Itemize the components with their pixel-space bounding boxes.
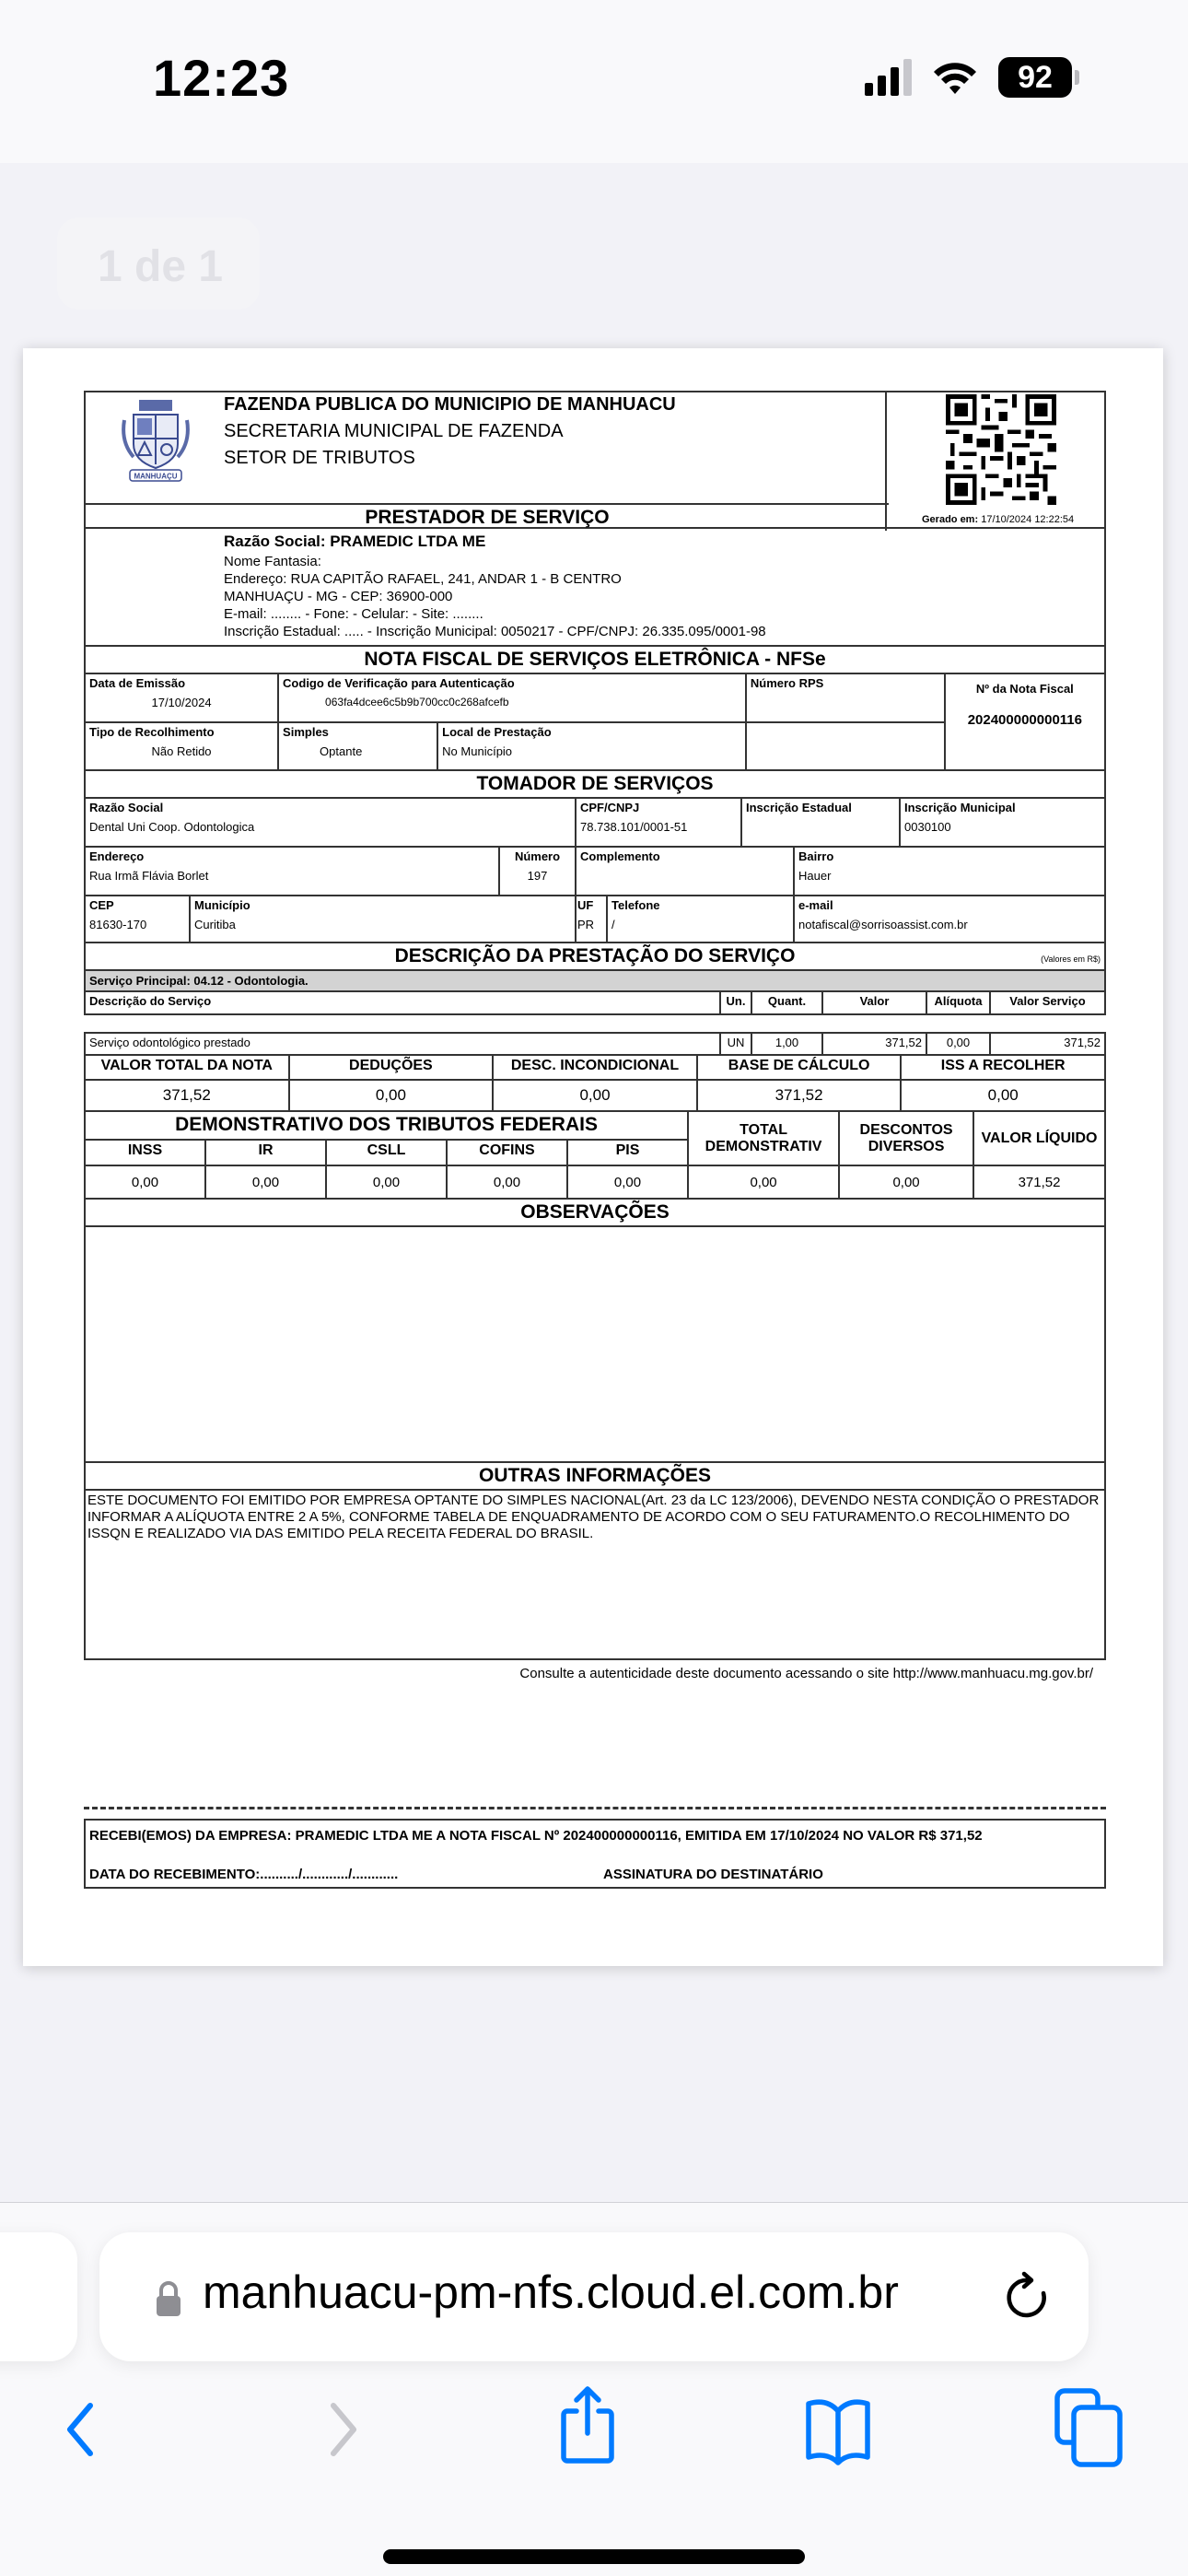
tipo-recolhimento: Não Retido <box>151 744 212 758</box>
consulte-autenticidade: Consulte a autenticidade deste documento acessando o site http://www.manhuacu.mg.gov.br/ <box>519 1666 1093 1681</box>
tomador-cep: 81630-170 <box>89 918 147 931</box>
valor-total-nota: 371,52 <box>85 1080 289 1111</box>
outras-informacoes-body: ESTE DOCUMENTO FOI EMITIDO POR EMPRESA OPTANTE DO SIMPLES NACIONAL(Art. 23 da LC 123/2006), DEVENDO NESTA CONDIÇÃO O PRESTADOR INFORMAR A ALÍQUOTA ENTRE 2 A 5%, CONFORME TABELA DE ENQUADRAMENTO DE ACORDO COM O SEU FATURAMENTO.O RECOLHIMENTO DO ISSQN E REALIZADO VIA DAS EMITIDO PELA RECEITA FEDERAL DO BRASIL. <box>84 1491 1106 1660</box>
battery-icon <box>998 57 1079 98</box>
issuer-org <box>224 394 676 469</box>
tomador-uf: PR <box>577 918 595 931</box>
servico-principal: Serviço Principal: 04.12 - Odontologia. <box>84 971 1106 992</box>
deducoes: 0,00 <box>289 1080 494 1111</box>
recibo-box <box>84 1819 1106 1889</box>
org-line-1: FAZENDA PUBLICA DO MUNICIPIO DE MANHUACU <box>224 394 676 415</box>
observacoes-body <box>84 1227 1106 1463</box>
base-calculo: 371,52 <box>697 1080 902 1111</box>
status-time: 12:23 <box>153 49 290 107</box>
svg-text:MANHUAÇU: MANHUAÇU <box>134 472 178 481</box>
qr-area <box>885 392 1104 531</box>
page-indicator-text: 1 de 1 <box>98 242 224 291</box>
pis: 0,00 <box>567 1165 688 1199</box>
servico-section-title: DESCRIÇÃO DA PRESTAÇÃO DO SERVIÇO (Valores em R$) <box>84 943 1106 971</box>
status-icons <box>865 57 1079 98</box>
pdf-page <box>23 348 1163 1966</box>
tomador-numero: 197 <box>527 869 548 883</box>
simples: Optante <box>320 744 363 758</box>
tomador-table-2: Endereço Rua Irmã Flávia Borlet Número 197 Complemento Bairro Hauer <box>84 848 1106 896</box>
local-prestacao: No Município <box>442 744 513 758</box>
total-demonstrativo: 0,00 <box>688 1165 839 1199</box>
valores-note: (Valores em R$) <box>1041 954 1101 964</box>
bookmarks-icon[interactable] <box>801 2393 875 2466</box>
prestador-section <box>84 529 1106 647</box>
tributos-table: DEMONSTRATIVO DOS TRIBUTOS FEDERAIS TOTAL DEMONSTRATIV DESCONTOS DIVERSOS VALOR LÍQUIDO INSS IR CSLL COFINS PIS 0,00 0,00 0,00 0,00 0,00 0,00 0,00 371,52 <box>84 1112 1106 1200</box>
nfse-document <box>84 391 1106 1889</box>
status-bar <box>0 0 1188 163</box>
url-text[interactable]: manhuacu-pm-nfs.cloud.el.com.br <box>203 2266 899 2318</box>
tomador-razao-social: Dental Uni Coop. Odontologica <box>89 820 255 834</box>
tomador-im: 0030100 <box>904 820 951 834</box>
generated-timestamp: Gerado em: 17/10/2024 12:22:54 <box>922 514 1075 525</box>
prestador-inscricoes: Inscrição Estadual: ..... - Inscrição Municipal: 0050217 - CPF/CNPJ: 26.335.095/0001-98 <box>224 624 766 639</box>
tomador-cnpj: 78.738.101/0001-51 <box>580 820 688 834</box>
tomador-table-1: Razão Social Dental Uni Coop. Odontologica CPF/CNPJ 78.738.101/0001-51 Inscrição Estadual Inscrição Municipal 0030100 <box>84 799 1106 848</box>
document-header <box>84 391 1106 529</box>
totais-table: VALOR TOTAL DA NOTA DEDUÇÕES DESC. INCONDICIONAL BASE DE CÁLCULO ISS A RECOLHER 371,52 0,00 0,00 371,52 0,00 <box>84 1056 1106 1112</box>
tomador-endereco: Rua Irmã Flávia Borlet <box>89 869 209 883</box>
nota-info-table: Data de Emissão 17/10/2024 Codigo de Verificação para Autenticação 063fa4dcee6c5b9b700cc0c268afcefb Número RPS Nº da Nota Fiscal 202400000000116 Tipo de Recolhimento Não Retido Simples Optante Local de Prestação No Município <box>84 674 1106 771</box>
recibo-data: DATA DO RECEBIMENTO:........../............/............ <box>89 1867 399 1882</box>
codigo-verificacao[interactable]: 063fa4dcee6c5b9b700cc0c268afcefb <box>325 696 509 708</box>
lock-icon <box>155 2280 182 2317</box>
tomador-municipio: Curitiba <box>194 918 236 931</box>
csll: 0,00 <box>326 1165 447 1199</box>
browser-bottom-bar <box>0 2202 1188 2576</box>
prestador-contato: E-mail: ........ - Fone: - Celular: - Site: ........ <box>224 606 483 622</box>
share-icon[interactable] <box>551 2383 624 2466</box>
observacoes-title: OBSERVAÇÕES <box>84 1200 1106 1227</box>
recibo-text: RECEBI(EMOS) DA EMPRESA: PRAMEDIC LTDA ME A NOTA FISCAL Nº 202400000000116, EMITIDA EM 17/10/2024 NO VALOR R$ 371,52 <box>89 1828 983 1844</box>
data-emissao: 17/10/2024 <box>151 696 212 709</box>
ir: 0,00 <box>205 1165 326 1199</box>
tomador-bairro: Hauer <box>798 869 832 883</box>
tomador-table-3: CEP 81630-170 Município Curitiba UF PR Telefone / e-mail notafiscal@sorrisoassist.com.br <box>84 896 1106 943</box>
servico-header-table: Descrição do Serviço Un. Quant. Valor Alíquota Valor Serviço <box>84 992 1106 1015</box>
tributos-title: DEMONSTRATIVO DOS TRIBUTOS FEDERAIS <box>85 1112 688 1140</box>
nfse-title: NOTA FISCAL DE SERVIÇOS ELETRÔNICA - NFSe <box>84 647 1106 674</box>
desc-incondicional: 0,00 <box>493 1080 697 1111</box>
tomador-telefone: / <box>611 918 615 931</box>
table-row: Serviço odontológico prestado UN 1,00 371,52 0,00 371,52 <box>85 1033 1105 1055</box>
prestador-section-title: PRESTADOR DE SERVIÇO <box>86 503 889 531</box>
inss: 0,00 <box>85 1165 205 1199</box>
prestador-cidade: MANHUAÇU - MG - CEP: 36900-000 <box>224 589 453 604</box>
cofins: 0,00 <box>447 1165 567 1199</box>
tomador-section-title: TOMADOR DE SERVIÇOS <box>84 771 1106 799</box>
prestador-endereco: Endereço: RUA CAPITÃO RAFAEL, 241, ANDAR 1 - B CENTRO <box>224 571 622 587</box>
previous-tab-preview[interactable] <box>0 2232 77 2361</box>
outras-informacoes-title: OUTRAS INFORMAÇÕES <box>84 1463 1106 1491</box>
qr-code-icon[interactable] <box>946 394 1056 505</box>
valor-liquido: 371,52 <box>973 1165 1105 1199</box>
org-line-2: SECRETARIA MUNICIPAL DE FAZENDA <box>224 421 564 441</box>
recibo-assinatura: ASSINATURA DO DESTINATÁRIO <box>603 1867 823 1882</box>
back-icon[interactable] <box>48 2393 122 2466</box>
reload-icon[interactable] <box>1000 2271 1054 2324</box>
battery-level: 92 <box>998 57 1072 98</box>
address-bar[interactable] <box>99 2232 1089 2361</box>
prestador-nome-fantasia: Nome Fantasia: <box>224 554 321 569</box>
iss-recolher: 0,00 <box>901 1080 1105 1111</box>
servico-items-table <box>84 1032 1106 1056</box>
cut-line <box>84 1807 1106 1809</box>
prestador-razao-social: Razão Social: PRAMEDIC LTDA ME <box>224 533 486 550</box>
forward-icon[interactable] <box>302 2393 376 2466</box>
signal-icon <box>865 59 912 96</box>
home-indicator[interactable] <box>383 2549 805 2564</box>
numero-nota-fiscal: 202400000000116 <box>967 712 1082 728</box>
org-line-3: SETOR DE TRIBUTOS <box>224 448 415 468</box>
coat-of-arms-icon <box>119 398 192 483</box>
tomador-email[interactable]: notafiscal@sorrisoassist.com.br <box>798 918 968 931</box>
descontos-diversos: 0,00 <box>839 1165 973 1199</box>
page-indicator <box>57 217 260 310</box>
wifi-icon <box>932 59 978 96</box>
tabs-icon[interactable] <box>1054 2387 1127 2470</box>
